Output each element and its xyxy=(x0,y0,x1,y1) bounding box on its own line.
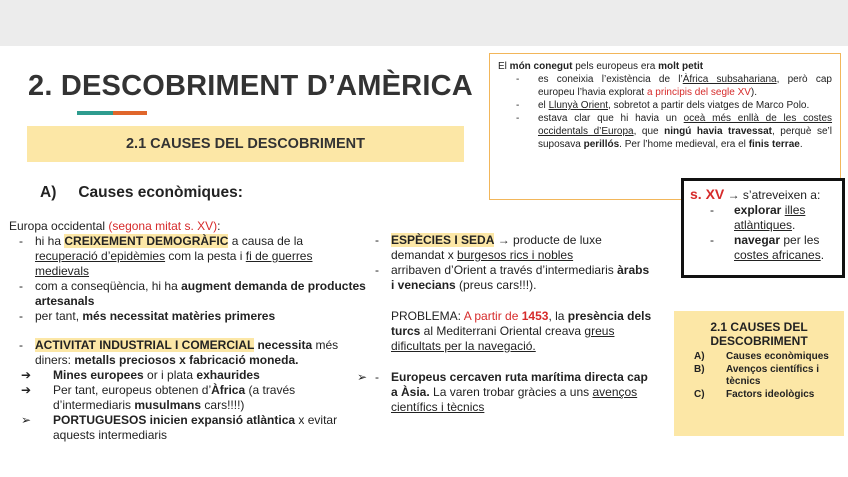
title-underline-orange xyxy=(113,111,147,115)
infobox-list xyxy=(498,73,832,151)
left-intro: Europa occidental (segona mitat s. XV): xyxy=(9,219,221,233)
list-item: - arribaven d’Orient a través d’intermediaris àrabs i venecians (preus cars!!!). xyxy=(365,263,655,293)
list-item: - per tant, més necessitat matèries primeres xyxy=(9,309,369,324)
list-item: B) Avenços científics i tècnics xyxy=(694,363,819,387)
slide-title: 2. DESCOBRIMENT D’AMÈRICA xyxy=(28,70,473,102)
conclusion-list xyxy=(357,370,655,415)
left-list xyxy=(9,234,369,324)
arrowhead-icon: ➢ xyxy=(21,413,32,427)
title-underline-teal xyxy=(77,111,113,115)
list-item: - explorar illes atlàntiques. xyxy=(690,203,836,233)
list-item: ➔ Mines europees or i plata exhaurides xyxy=(21,368,260,382)
problem-text: PROBLEMA: A partir de 1453, la presència dels turcs al Mediterrani Oriental creava greus dificultats per la navegació. xyxy=(391,309,652,353)
left-sublist xyxy=(9,368,369,443)
left-column xyxy=(9,219,369,443)
middle-list xyxy=(365,233,655,293)
arrow-icon: ➔ xyxy=(21,383,32,397)
list-item: C) Factors ideològics xyxy=(694,388,815,400)
list-item: - el Llunyà Orient, sobretot a partir dels viatges de Marco Polo. xyxy=(498,99,832,112)
century-xv-box xyxy=(681,178,845,278)
list-item: ➢ PORTUGUESOS inicien expansió atlàntica x evitar aquests intermediaris xyxy=(21,413,338,442)
list-item: A) Causes econòmiques xyxy=(694,351,829,362)
section-a-heading xyxy=(40,184,243,202)
section-banner: 2.1 CAUSES DEL DESCOBRIMENT xyxy=(27,126,464,162)
summary-list xyxy=(674,351,844,401)
list-item: - estava clar que hi havia un oceà més enllà de les costes occidentals d’Europa, que ningú havia travessat, perquè se’l suposava perillós. Per l’home medieval, era el finis terrae. xyxy=(498,112,832,151)
top-header-bar xyxy=(0,0,848,46)
section-a-number: A) xyxy=(40,184,57,201)
list-item: - hi ha CREIXEMENT DEMOGRÀFIC a causa de la recuperació d’epidèmies com la pesta i fi de guerres medievals xyxy=(9,234,369,279)
list-item: - navegar per les costes africanes. xyxy=(690,233,836,263)
section-a-label: Causes econòmiques: xyxy=(78,184,243,201)
middle-column xyxy=(357,233,655,415)
sxv-list xyxy=(690,203,836,263)
summary-title: 2.1 CAUSES DEL DESCOBRIMENT xyxy=(710,320,808,348)
list-item: - ACTIVITAT INDUSTRIAL I COMERCIAL necessita més diners: metalls preciosos x fabricació moneda. xyxy=(9,338,369,368)
left-list-2 xyxy=(9,338,369,368)
list-item: ➔ Per tant, europeus obtenen d’Àfrica (a través d’intermediaris musulmans cars!!!!) xyxy=(21,383,296,412)
summary-box xyxy=(674,311,844,436)
sxv-heading: s. XV → s’atreveixen a: xyxy=(690,186,821,202)
list-item: - ESPÈCIES I SEDA → producte de luxe demandat x burgesos rics i nobles xyxy=(365,233,655,263)
arrow-icon: ➔ xyxy=(21,368,32,382)
infobox-intro: El món conegut pels europeus era molt petit xyxy=(498,61,704,72)
list-item: - es coneixia l’existència de l’Àfrica subsahariana, però cap europeu l’havia explorat a principis del segle XV). xyxy=(498,73,832,99)
arrowhead-icon: - ➢ xyxy=(357,370,368,384)
list-item: - ➢ Europeus cercaven ruta marítima directa cap a Àsia. La varen trobar gràcies a uns avenços científics i tècnics xyxy=(365,370,655,415)
list-item: - com a conseqüència, hi ha augment demanda de productes artesanals xyxy=(9,279,369,309)
